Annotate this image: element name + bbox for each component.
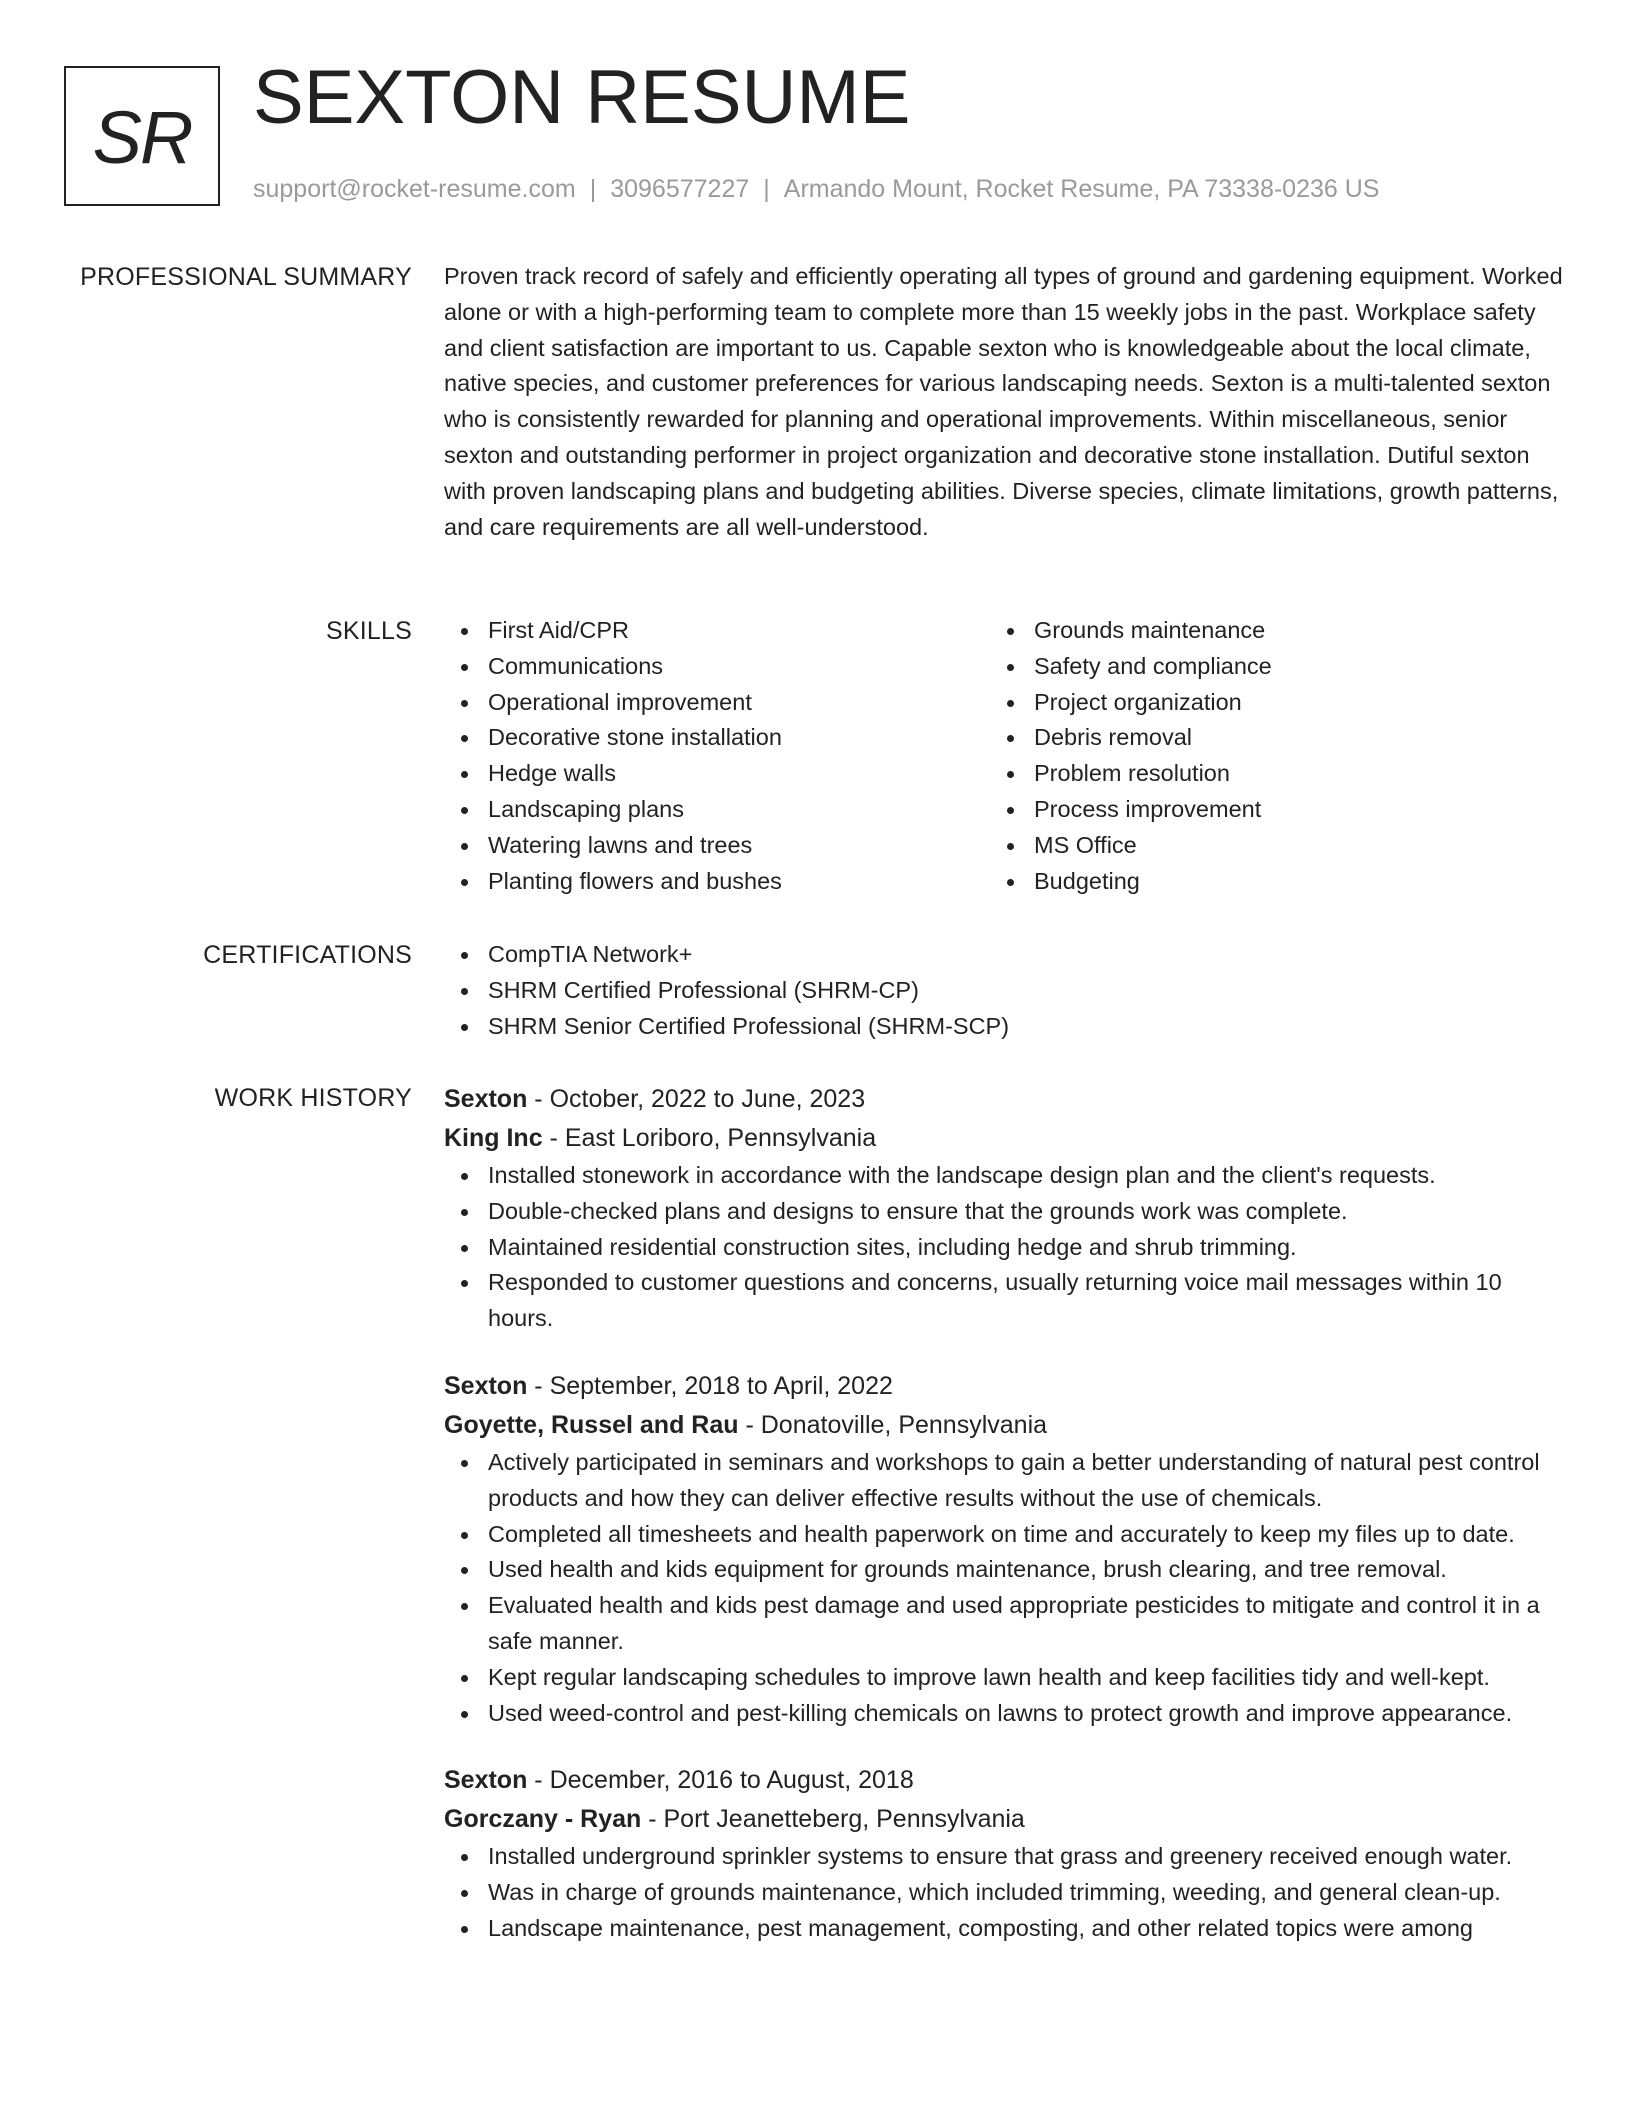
- job-bullet: Maintained residential construction sites, including hedge and shrub trimming.: [444, 1230, 1564, 1266]
- job-entry: [444, 1080, 1564, 1337]
- job-bullets: [444, 1445, 1564, 1731]
- monogram-badge: [64, 66, 220, 206]
- job-bullet: Actively participated in seminars and workshops to gain a better understanding of natural pest control products and how they can deliver effective results without the use of chemicals.: [444, 1445, 1564, 1517]
- skill-item: Process improvement: [990, 792, 1536, 828]
- job-company: Gorczany - Ryan: [444, 1805, 642, 1834]
- job-role-line: [444, 1080, 1564, 1119]
- contact-separator: |: [763, 175, 770, 203]
- skill-item: Debris removal: [990, 720, 1536, 756]
- summary-body: [444, 259, 1564, 545]
- skills-list-right: [990, 613, 1536, 899]
- job-company-line: [444, 1119, 1564, 1158]
- work-history-body: [444, 1080, 1564, 1977]
- skill-item: Communications: [444, 649, 990, 685]
- job-entry: [444, 1761, 1564, 1946]
- resume-name: SEXTON RESUME: [253, 55, 911, 140]
- contact-phone[interactable]: 3096577227: [610, 175, 750, 203]
- job-bullet: Double-checked plans and designs to ensure that the grounds work was complete.: [444, 1194, 1564, 1230]
- monogram-initials: SR: [92, 96, 192, 179]
- job-bullet: Used health and kids equipment for grounds maintenance, brush clearing, and tree removal.: [444, 1552, 1564, 1588]
- job-role: Sexton: [444, 1085, 528, 1113]
- skills-body: [444, 613, 1564, 899]
- skill-item: MS Office: [990, 828, 1536, 864]
- skill-item: Decorative stone installation: [444, 720, 990, 756]
- certification-item: SHRM Senior Certified Professional (SHRM-SCP): [444, 1009, 1564, 1045]
- job-dates: - December, 2016 to August, 2018: [527, 1766, 914, 1795]
- contact-separator: |: [589, 175, 597, 203]
- job-company-line: [444, 1800, 1564, 1839]
- contact-address: Armando Mount, Rocket Resume, PA 73338-0236 US: [783, 175, 1380, 203]
- job-bullet: Installed underground sprinkler systems to ensure that grass and greenery received enough water.: [444, 1839, 1564, 1875]
- job-location: - East Loriboro, Pennsylvania: [542, 1124, 877, 1152]
- skill-item: Safety and compliance: [990, 649, 1536, 685]
- job-bullet: Landscape maintenance, pest management, composting, and other related topics were among: [444, 1911, 1564, 1947]
- skills-list-left: [444, 613, 990, 899]
- certification-item: CompTIA Network+: [444, 937, 1564, 973]
- job-bullet: Used weed-control and pest-killing chemicals on lawns to protect growth and improve appearance.: [444, 1696, 1564, 1732]
- summary-text: Proven track record of safely and efficiently operating all types of ground and gardening equipment. Worked alone or with a high-performing team to complete more than 15 weekly jobs in the past. Workplace safety and client satisfaction are important to us. Capable sexton who is knowledgeable about the local climate, native species, and customer preferences for various landscaping needs. Sexton is a multi-talented sexton who is consistently rewarded for planning and operational improvements. Within miscellaneous, senior sexton and outstanding performer in project organization and decorative stone installation. Dutiful sexton with proven landscaping plans and budgeting abilities. Diverse species, climate limitations, growth patterns, and care requirements are all well-understood.: [444, 263, 1563, 540]
- certification-item: SHRM Certified Professional (SHRM-CP): [444, 973, 1564, 1009]
- certifications-body: [444, 937, 1564, 1044]
- skill-item: Budgeting: [990, 864, 1536, 900]
- skill-item: Hedge walls: [444, 756, 990, 792]
- skill-item: Operational improvement: [444, 685, 990, 721]
- summary-heading: PROFESSIONAL SUMMARY: [80, 263, 412, 291]
- job-dates: - September, 2018 to April, 2022: [527, 1371, 893, 1400]
- certifications-list: [444, 937, 1564, 1044]
- job-bullet: Evaluated health and kids pest damage and used appropriate pesticides to mitigate and control it in a safe manner.: [444, 1588, 1564, 1660]
- job-dates: - October, 2022 to June, 2023: [527, 1085, 866, 1113]
- skill-item: Grounds maintenance: [990, 613, 1536, 649]
- job-bullet: Was in charge of grounds maintenance, which included trimming, weeding, and general clean-up.: [444, 1875, 1564, 1911]
- job-entry: [444, 1367, 1564, 1731]
- skill-item: Project organization: [990, 685, 1536, 721]
- certifications-heading: CERTIFICATIONS: [203, 941, 412, 969]
- skill-item: Landscaping plans: [444, 792, 990, 828]
- job-bullet: Installed stonework in accordance with the landscape design plan and the client's requests.: [444, 1158, 1564, 1194]
- job-role: Sexton: [444, 1371, 528, 1400]
- skill-item: Problem resolution: [990, 756, 1536, 792]
- job-bullet: Completed all timesheets and health paperwork on time and accurately to keep my files up to date.: [444, 1517, 1564, 1553]
- skills-heading: SKILLS: [326, 617, 412, 645]
- job-company: Goyette, Russel and Rau: [444, 1410, 739, 1439]
- job-company-line: [444, 1406, 1564, 1445]
- skill-item: Watering lawns and trees: [444, 828, 990, 864]
- skill-item: Planting flowers and bushes: [444, 864, 990, 900]
- job-role-line: [444, 1761, 1564, 1800]
- job-bullet: Kept regular landscaping schedules to improve lawn health and keep facilities tidy and well-kept.: [444, 1660, 1564, 1696]
- skills-columns: [444, 613, 1564, 899]
- job-role: Sexton: [444, 1766, 528, 1795]
- job-bullet: Responded to customer questions and concerns, usually returning voice mail messages within 10 hours.: [444, 1265, 1564, 1337]
- contact-line: [253, 174, 1379, 204]
- skill-item: First Aid/CPR: [444, 613, 990, 649]
- job-company: King Inc: [444, 1124, 543, 1152]
- job-location: - Donatoville, Pennsylvania: [738, 1410, 1048, 1439]
- job-location: - Port Jeanetteberg, Pennsylvania: [641, 1805, 1025, 1834]
- job-bullets: [444, 1158, 1564, 1337]
- contact-email[interactable]: support@rocket-resume.com: [253, 175, 576, 203]
- work-history-heading: WORK HISTORY: [214, 1084, 412, 1112]
- job-role-line: [444, 1367, 1564, 1406]
- job-bullets: [444, 1839, 1564, 1946]
